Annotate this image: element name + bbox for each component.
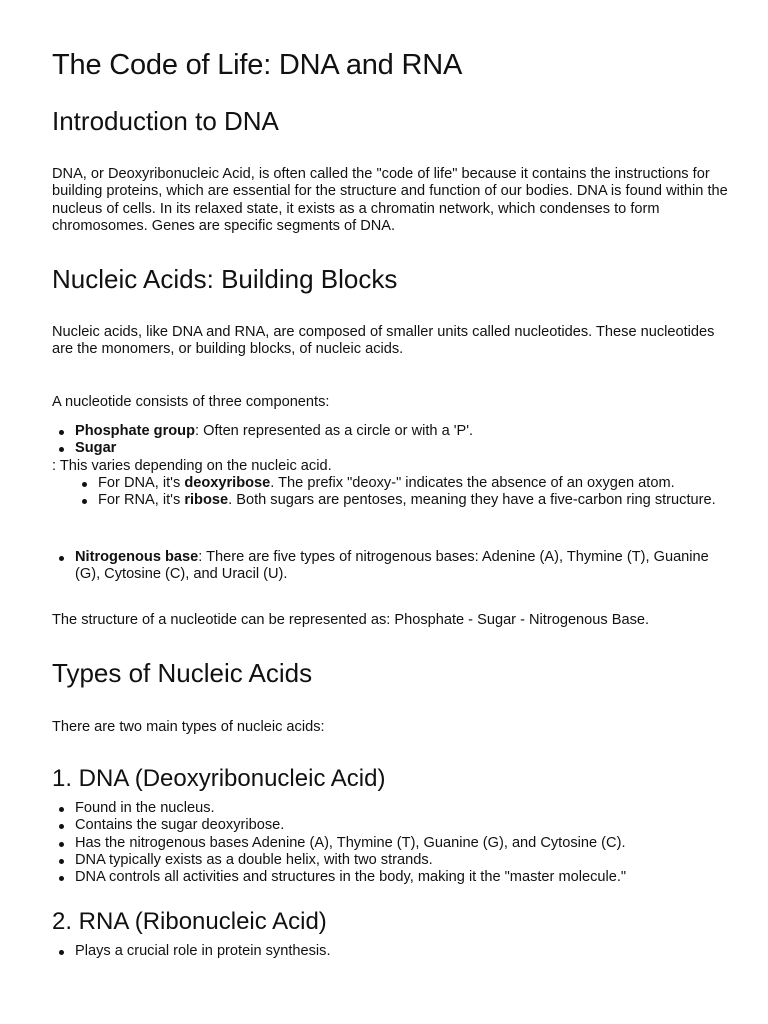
list-item: Found in the nucleus. (52, 800, 732, 817)
rna-list (52, 943, 732, 960)
rna-sugar-text: . Both sugars are pentoses, meaning they have a five-carbon ring structure. (228, 492, 716, 509)
components-list (52, 423, 732, 509)
dna-section-heading: 1. DNA (Deoxyribonucleic Acid) (52, 765, 386, 792)
sugar-term: Sugar (75, 440, 117, 457)
intro-heading: Introduction to DNA (52, 106, 279, 136)
list-item: DNA controls all activities and structures in the body, making it the "master molecule." (52, 869, 732, 886)
rna-sugar-prefix: For RNA, it's (98, 492, 185, 509)
list-item-sugar (52, 440, 732, 509)
list-item: Has the nitrogenous bases Adenine (A), Thymine (T), Guanine (G), and Cytosine (C). (52, 835, 732, 852)
base-text: : There are five types of nitrogenous bases: Adenine (A), Thymine (T), Guanine (G), Cytosine (C), and Uracil (U). (75, 549, 709, 583)
page-title: The Code of Life: DNA and RNA (52, 49, 463, 81)
sublist-item-rna-sugar (75, 492, 732, 509)
components-intro: A nucleotide consists of three components: (52, 394, 330, 410)
list-item-phosphate (52, 423, 732, 440)
dna-sugar-term: deoxyribose (184, 474, 271, 491)
types-heading: Types of Nucleic Acids (52, 658, 313, 688)
sugar-text: : This varies depending on the nucleic acid. (52, 457, 332, 474)
dna-sugar-prefix: For DNA, it's (98, 474, 185, 491)
rna-section-heading: 2. RNA (Ribonucleic Acid) (52, 908, 327, 935)
list-item: DNA typically exists as a double helix, with two strands. (52, 852, 732, 869)
phosphate-term: Phosphate group (75, 423, 195, 439)
sublist-item-dna-sugar (75, 475, 732, 492)
dna-list (52, 800, 732, 886)
sugar-sublist (75, 475, 732, 510)
base-term: Nitrogenous base (75, 549, 199, 565)
rna-sugar-term: ribose (184, 492, 229, 509)
phosphate-text: : Often represented as a circle or with a 'P'. (195, 423, 474, 439)
intro-paragraph: DNA, or Deoxyribonucleic Acid, is often called the "code of life" because it contains the instructions for building proteins, which are essential for the structure and function of our bodies. DNA is found within the nucleus of cells. In its relaxed state, it exists as a chromatin network, which condenses to form chromosomes. Genes are specific segments of DNA. (52, 166, 728, 234)
types-intro: There are two main types of nucleic acids: (52, 719, 325, 735)
nucleic-acids-paragraph: Nucleic acids, like DNA and RNA, are composed of smaller units called nucleotides. These nucleotides are the monomers, or building blocks, of nucleic acids. (52, 324, 715, 358)
nucleic-acids-heading: Nucleic Acids: Building Blocks (52, 264, 398, 294)
components-list-continued (52, 549, 732, 584)
structure-paragraph: The structure of a nucleotide can be represented as: Phosphate - Sugar - Nitrogenous Base. (52, 612, 650, 628)
list-item: Contains the sugar deoxyribose. (52, 817, 732, 834)
dna-sugar-text: . The prefix "deoxy-" indicates the absence of an oxygen atom. (270, 474, 675, 491)
list-item: Plays a crucial role in protein synthesis. (52, 943, 732, 960)
list-item-nitrogenous-base (52, 549, 732, 584)
